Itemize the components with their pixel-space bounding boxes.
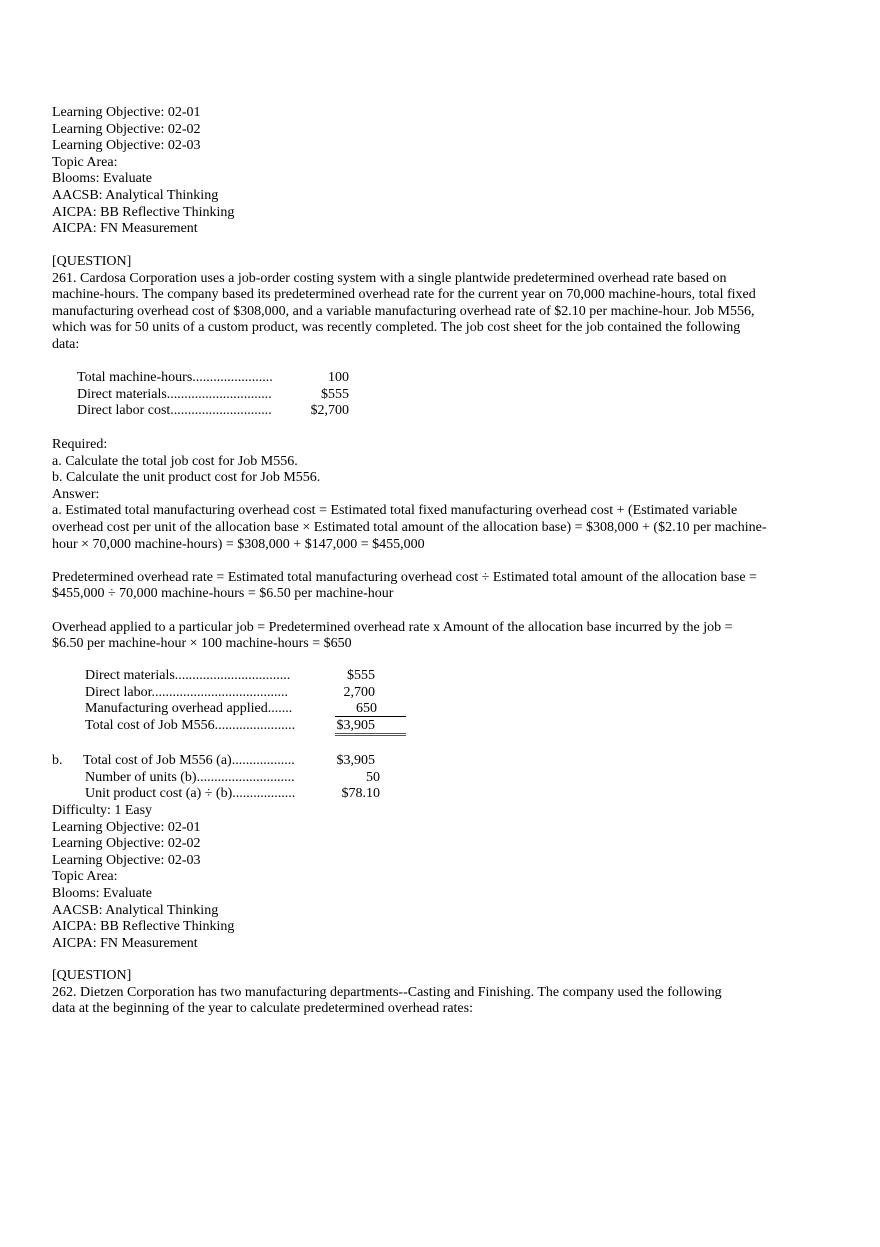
topic-area-line: Topic Area: xyxy=(52,154,118,170)
row-value: $555 xyxy=(347,668,375,683)
table-row xyxy=(77,387,357,404)
question-261-metadata xyxy=(52,803,762,952)
aacsb-line: AACSB: Analytical Thinking xyxy=(52,187,219,203)
difficulty-line: Difficulty: 1 Easy xyxy=(52,803,153,818)
row-value: 2,700 xyxy=(343,684,375,700)
row-label: Manufacturing overhead applied....... xyxy=(85,701,293,717)
job-cost-table xyxy=(85,668,415,734)
row-value: $3,905 xyxy=(336,717,375,733)
row-label: Direct materials.............................. xyxy=(77,386,272,402)
previous-question-metadata xyxy=(52,105,762,238)
required-b: b. Calculate the unit product cost for Job M556. xyxy=(52,470,321,486)
row-value: 50 xyxy=(366,769,380,785)
row-label: Total cost of Job M556....................... xyxy=(85,717,296,733)
row-value: 650 xyxy=(356,701,377,717)
learning-objective-line: Learning Objective: 02-02 xyxy=(52,836,201,852)
learning-objective-line: Learning Objective: 02-01 xyxy=(52,105,201,120)
answer-label: Answer: xyxy=(52,486,100,502)
row-label: Total machine-hours....................... xyxy=(77,370,273,385)
table-row xyxy=(77,403,357,420)
topic-area-line: Topic Area: xyxy=(52,869,118,885)
question-text: 262. Dietzen Corporation has two manufacturing departments--Casting and Finishing. The company used the following data at the beginning of the year to calculate predetermined overhead rates: xyxy=(52,984,722,1017)
blooms-line: Blooms: Evaluate xyxy=(52,171,152,187)
question-261 xyxy=(52,254,762,354)
row-label: Direct materials................................. xyxy=(85,668,291,683)
part-b-marker: b. xyxy=(52,753,63,768)
learning-objective-line: Learning Objective: 02-02 xyxy=(52,121,201,137)
row-label: Direct labor....................................... xyxy=(85,684,288,700)
row-value: 100 xyxy=(328,370,349,385)
table-row xyxy=(83,786,383,803)
table-row xyxy=(83,770,383,787)
question-marker: [QUESTION] xyxy=(52,968,132,983)
row-value: $555 xyxy=(321,386,349,402)
job-data-table xyxy=(77,370,357,420)
table-row xyxy=(77,370,357,387)
row-value: $2,700 xyxy=(310,403,349,419)
question-text: 261. Cardosa Corporation uses a job-order costing system with a single plantwide predetermined overhead rate based on machine-hours. The company based its predetermined overhead rate for the current year on 70,000 machine-hours, total fixed manufacturing overhead cost of $308,000, and a variable manufacturing overhead rate of $2.10 per machine-hour. Job M556, which was for 50 units of a custom product, was recently completed. The job cost sheet for the job contained the following data: xyxy=(52,270,756,352)
learning-objective-line: Learning Objective: 02-03 xyxy=(52,138,201,154)
required-and-answer xyxy=(52,437,767,653)
answer-a-paragraph: a. Estimated total manufacturing overhead cost = Estimated total fixed manufacturing overhead cost + (Estimated variable overhead cost per unit of the allocation base × Estimated total amount of the allocation base) = $308,000 + ($2.10 per machine-hour × 70,000 machine-hours) = $308,000 + $147,000 = $455,000 xyxy=(52,503,767,552)
learning-objective-line: Learning Objective: 02-03 xyxy=(52,852,201,868)
table-row xyxy=(85,668,415,685)
row-label: Unit product cost (a) ÷ (b).................. xyxy=(85,786,296,802)
row-label: Direct labor cost............................. xyxy=(77,403,272,419)
aicpa-line: AICPA: FN Measurement xyxy=(52,221,198,237)
question-262 xyxy=(52,968,742,1018)
total-double-rule xyxy=(335,733,406,736)
required-a: a. Calculate the total job cost for Job M556. xyxy=(52,453,298,469)
aacsb-line: AACSB: Analytical Thinking xyxy=(52,902,219,918)
question-marker: [QUESTION] xyxy=(52,254,132,269)
required-label: Required: xyxy=(52,437,108,452)
row-value: $78.10 xyxy=(341,786,380,802)
table-row xyxy=(85,685,415,702)
subtotal-rule xyxy=(335,716,406,717)
row-value: $3,905 xyxy=(336,753,375,768)
row-label: Total cost of Job M556 (a).................. xyxy=(83,753,295,768)
answer-a-paragraph: Predetermined overhead rate = Estimated total manufacturing overhead cost ÷ Estimated total amount of the allocation base = $455,000 ÷ 70,000 machine-hours = $6.50 per machine-hour xyxy=(52,569,757,602)
row-label: Number of units (b)............................ xyxy=(85,769,295,785)
unit-cost-table xyxy=(83,753,383,803)
aicpa-line: AICPA: BB Reflective Thinking xyxy=(52,919,235,935)
blooms-line: Blooms: Evaluate xyxy=(52,885,152,901)
answer-a-paragraph: Overhead applied to a particular job = Predetermined overhead rate x Amount of the allocation base incurred by the job = $6.50 per machine-hour × 100 machine-hours = $650 xyxy=(52,619,733,652)
aicpa-line: AICPA: BB Reflective Thinking xyxy=(52,204,235,220)
table-row xyxy=(83,753,383,770)
aicpa-line: AICPA: FN Measurement xyxy=(52,935,198,951)
learning-objective-line: Learning Objective: 02-01 xyxy=(52,819,201,835)
table-row xyxy=(85,718,415,735)
